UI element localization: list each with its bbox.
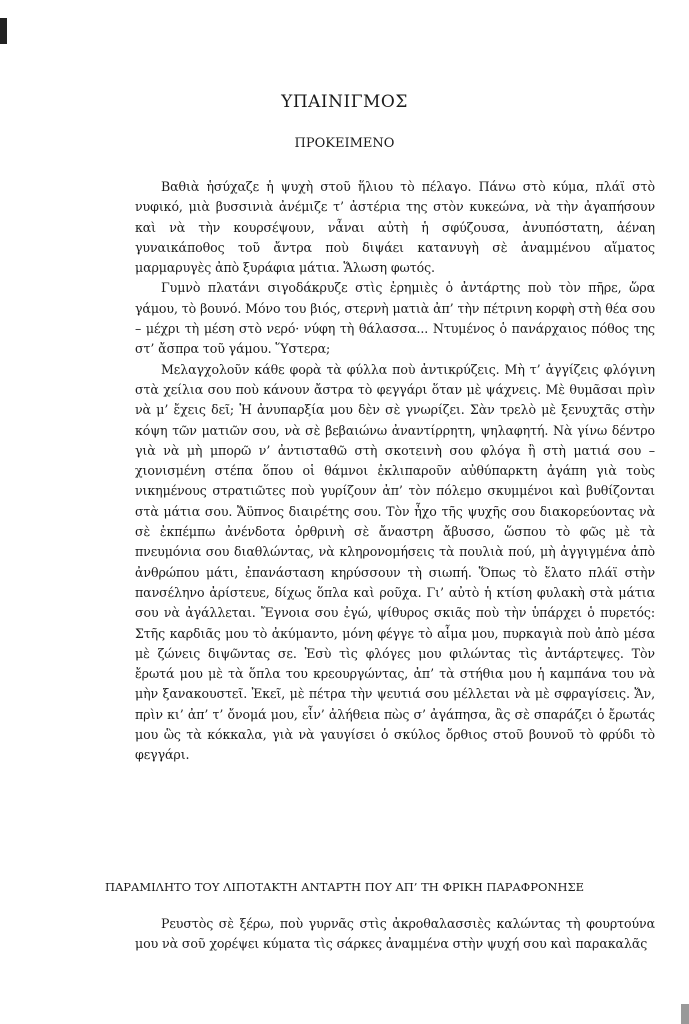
paragraph-1: Βαθιὰ ἡσύχαζε ἡ ψυχὴ στοῦ ἥλιου τὸ πέλαγο. Πάνω στὸ κύμα, πλάϊ στὸ νυφικό, μιὰ βυσσινιὰ ἀνέμιζε τ’ ἀστέρια της στὸν κυκεώνα, νὰ τὴν ἀγαπήσουν καὶ νὰ τὴν κουρσέψουν, νἆναι αὐτὴ ἡ σφύζουσα, ἀνυπόστατη, ἀέναη γυναικάποθος τοῦ ἄντρα ποὺ διψάει κατανυγὴ σὲ ἀναμμένου αἵματος μαρμαρυγὲς ἀπὸ ξυράφια μάτια. Ἅλωση φωτός. xyxy=(135,179,655,276)
page-subtitle: ΠΡΟΚΕΙΜΕΝΟ xyxy=(294,136,395,151)
paragraph-3: Μελαγχολοῦν κάθε φορὰ τὰ φύλλα ποὺ ἀντικρύζεις. Μὴ τ’ ἀγγίζεις φλόγινη στὰ χείλια σου ποὺ κάνουν ἄστρα τὸ φεγγάρι ὅταν μὲ ψάχνεις. Μὲ θυμᾶσαι πρὶν νὰ μ’ ἔχεις δεῖ; Ἡ ἀνυπαρξία μου δὲν σὲ γνωρίζει. Σὰν τρελὸ μὲ ξενυχτᾶς στὴν κόψη τῶν ματιῶν σου, νὰ σὲ βεβαιώνω ἀναντίρρητη, ψηλαφητή. Νὰ γίνω δέντρο γιὰ νὰ μὴ μπορῶ ν’ ἀντισταθῶ στὴ σκοτεινὴ σου φλόγα ἢ στὴ ματιά σου – χιονισμένη στέπα ὅπου οἱ θάμνοι ἐκλιπαροῦν αὐθύπαρκτη ἀγάπη γιὰ τοὺς νικημένους στρατιῶτες ποὺ γυρίζουν ἀπ’ τὸν πόλεμο σκυμμένοι καὶ βυθίζονται στὰ μάτια σου. Ἄϋπνος διαιρέτης σου. Τὸν ἦχο τῆς ψυχῆς σου διακορεύοντας νὰ σὲ ἐκπέμπω ἀνένδοτα ὀρθρινὴ σὲ ἄναστρη ἄβυσσο, ὥσπου τὸ φῶς μὲ τὰ πνευμόνια σου διαθλώντας, νὰ κληρονομήσεις τὰ πουλιὰ πού, μὴ ἀγγιγμένα ἀπὸ ἀνθρώπου μάτι, ἐπανάσταση κηρύσσουν τὴ σιωπή. Ὅπως τὸ ἔλατο πλάϊ στὴν πανσέληνο ἀρίστευε, δίχως ὅπλα καὶ ροῦχα. Γι’ αὐτὸ ἡ κτίση φυλακὴ στὰ μάτια σου νὰ ἀγάλλεται. Ἔγνοια σου ἐγώ, ψίθυρος σκιᾶς ποὺ τὴν ὑπάρχει ὁ πυρετός: Στῆς καρδιᾶς μου τὸ ἀκύμαντο, μόνη φέγγε τὸ αἷμα μου, πυρκαγιὰ ποὺ ἀπὸ μέσα μὲ ζώνεις διψῶντας σε. Ἐσὺ τὶς φλόγες μου φιλώντας τὶς ἀντάρτεψες. Τὸν ἔρωτά μου μὲ τὰ ὅπλα του κρεουργώντας, ἀπ’ τὰ στήθια μου ἡ καμπάνα του νὰ μὴν ξανακουστεῖ. Ἐκεῖ, μὲ πέτρα τὴν ψευτιά σου μέλλεται νὰ μὲ σφραγίσεις. Ἄν, πρὶν κι’ ἀπ’ τ’ ὄνομά μου, εἶν’ ἀλήθεια πὼς σ’ ἀγάπησα, ἂς σὲ σπαράζει ὁ ἔρωτάς μου ὣς τὰ κόκκαλα, γιὰ νὰ γαυγίσει ὁ σκύλος ὄρθιος στοῦ βουνοῦ τὸ φρύδι τὸ φεγγάρι. xyxy=(135,361,655,763)
main-text xyxy=(135,177,655,766)
final-text xyxy=(135,914,655,955)
scan-edge-mark-bottom xyxy=(681,1004,689,1024)
page-title: ΥΠΑΙΝΙΓΜΟΣ xyxy=(281,92,408,112)
final-paragraph: Ρευστὸς σὲ ξέρω, ποὺ γυρνᾶς στὶς ἀκροθαλασσιὲς καλώντας τὴ φουρτούνα μου νὰ σοῦ χορέψει κύματα τὶς σάρκες ἀναμμένα στὴν ψυχή σου καὶ παρακαλᾶς xyxy=(135,916,655,952)
scan-edge-mark xyxy=(0,18,7,44)
paragraph-2: Γυμνὸ πλατάνι σιγοδάκρυζε στὶς ἐρημιὲς ὁ ἀντάρτης ποὺ τὸν πῆρε, ὥρα γάμου, τὸ βουνό. Μόνο του βιός, στερνὴ ματιὰ ἀπ’ τὴν πέτρινη κορφὴ στὴ θέα σου – μέχρι τὴ μέση στὸ νερό· νύφη τὴ θάλασσα... Ντυμένος ὁ πανάρχαιος πόθος της στ’ ἄσπρα τοῦ γάμου. Ὕστερα; xyxy=(135,280,655,357)
section-heading: ΠΑΡΑΜΙΛΗΤΟ ΤΟΥ ΛΙΠΟΤΑΚΤΗ ΑΝΤΑΡΤΗ ΠΟΥ ΑΠ’ ΤΗ ΦΡΙΚΗ ΠΑΡΑΦΡΟΝΗΣΕ xyxy=(104,880,585,894)
